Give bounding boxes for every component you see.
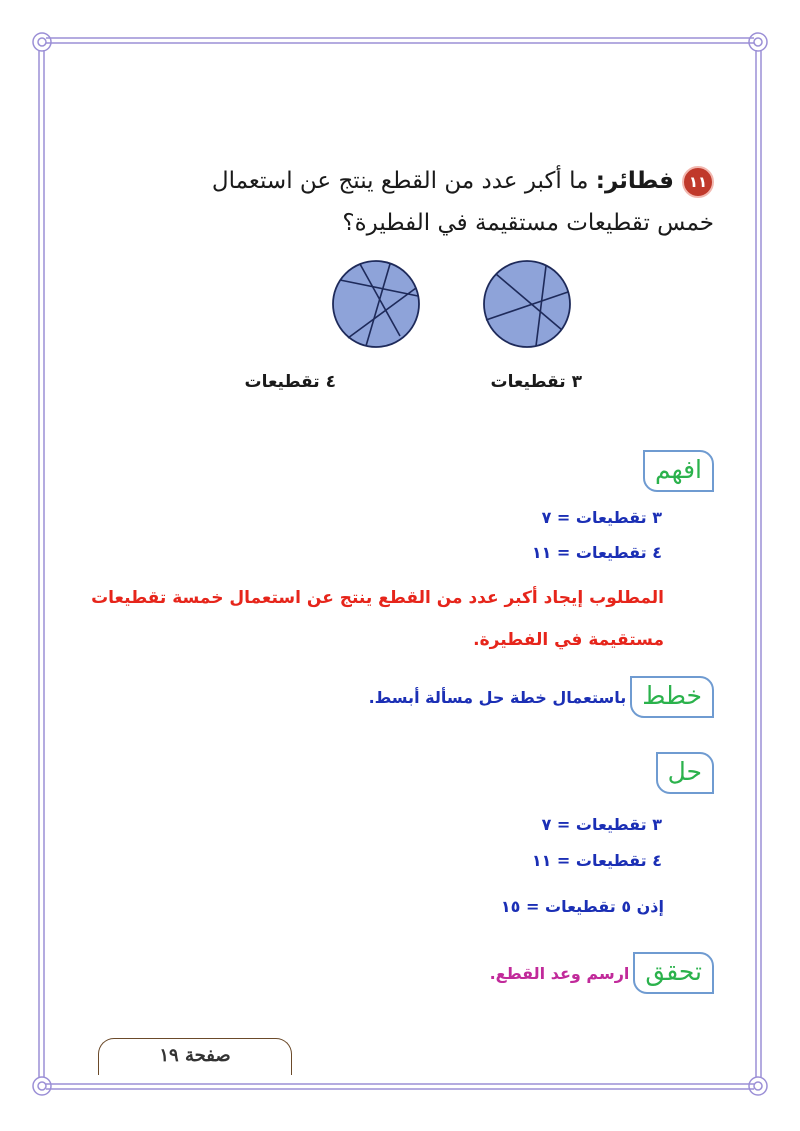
understand-goal-line-1: المطلوب إيجاد أكبر عدد من القطع ينتج عن استعمال خمسة تقطيعات xyxy=(91,588,664,608)
plan-label: خطط xyxy=(630,676,714,718)
problem-line-2: خمس تقطيعات مستقيمة في الفطيرة؟ xyxy=(342,210,714,236)
understand-label: افهم xyxy=(643,450,714,492)
page-number: صفحة ١٩ xyxy=(98,1038,292,1075)
problem-keyword: فطائر: xyxy=(595,168,674,194)
understand-section xyxy=(643,450,714,492)
solve-section xyxy=(656,752,714,794)
plan-section xyxy=(369,676,714,718)
pie-right-three-cuts xyxy=(484,261,570,347)
solve-line-3: إذن ٥ تقطيعات = ١٥ xyxy=(500,897,664,916)
caption-four-cuts: ٤ تقطيعات xyxy=(244,372,336,392)
problem-line-1-text: ما أكبر عدد من القطع ينتج عن استعمال xyxy=(211,168,589,194)
understand-fact-2: ٤ تقطيعات = ١١ xyxy=(531,543,662,562)
understand-fact-1: ٣ تقطيعات = ٧ xyxy=(541,508,662,527)
pie-figures xyxy=(300,258,600,358)
understand-goal-line-2: مستقيمة في الفطيرة. xyxy=(473,630,664,650)
check-section xyxy=(490,952,714,994)
solve-label: حل xyxy=(656,752,714,794)
problem-number-badge: ١١ xyxy=(682,166,714,198)
solve-line-2: ٤ تقطيعات = ١١ xyxy=(531,851,662,870)
solve-line-1: ٣ تقطيعات = ٧ xyxy=(541,815,662,834)
problem-line-1 xyxy=(212,166,714,198)
check-label: تحقق xyxy=(633,952,714,994)
plan-text: باستعمال خطة حل مسألة أبسط. xyxy=(368,687,627,707)
pie-left-four-cuts xyxy=(333,261,419,347)
check-text: ارسم وعد القطع. xyxy=(489,963,630,983)
caption-three-cuts: ٣ تقطيعات xyxy=(490,372,582,392)
